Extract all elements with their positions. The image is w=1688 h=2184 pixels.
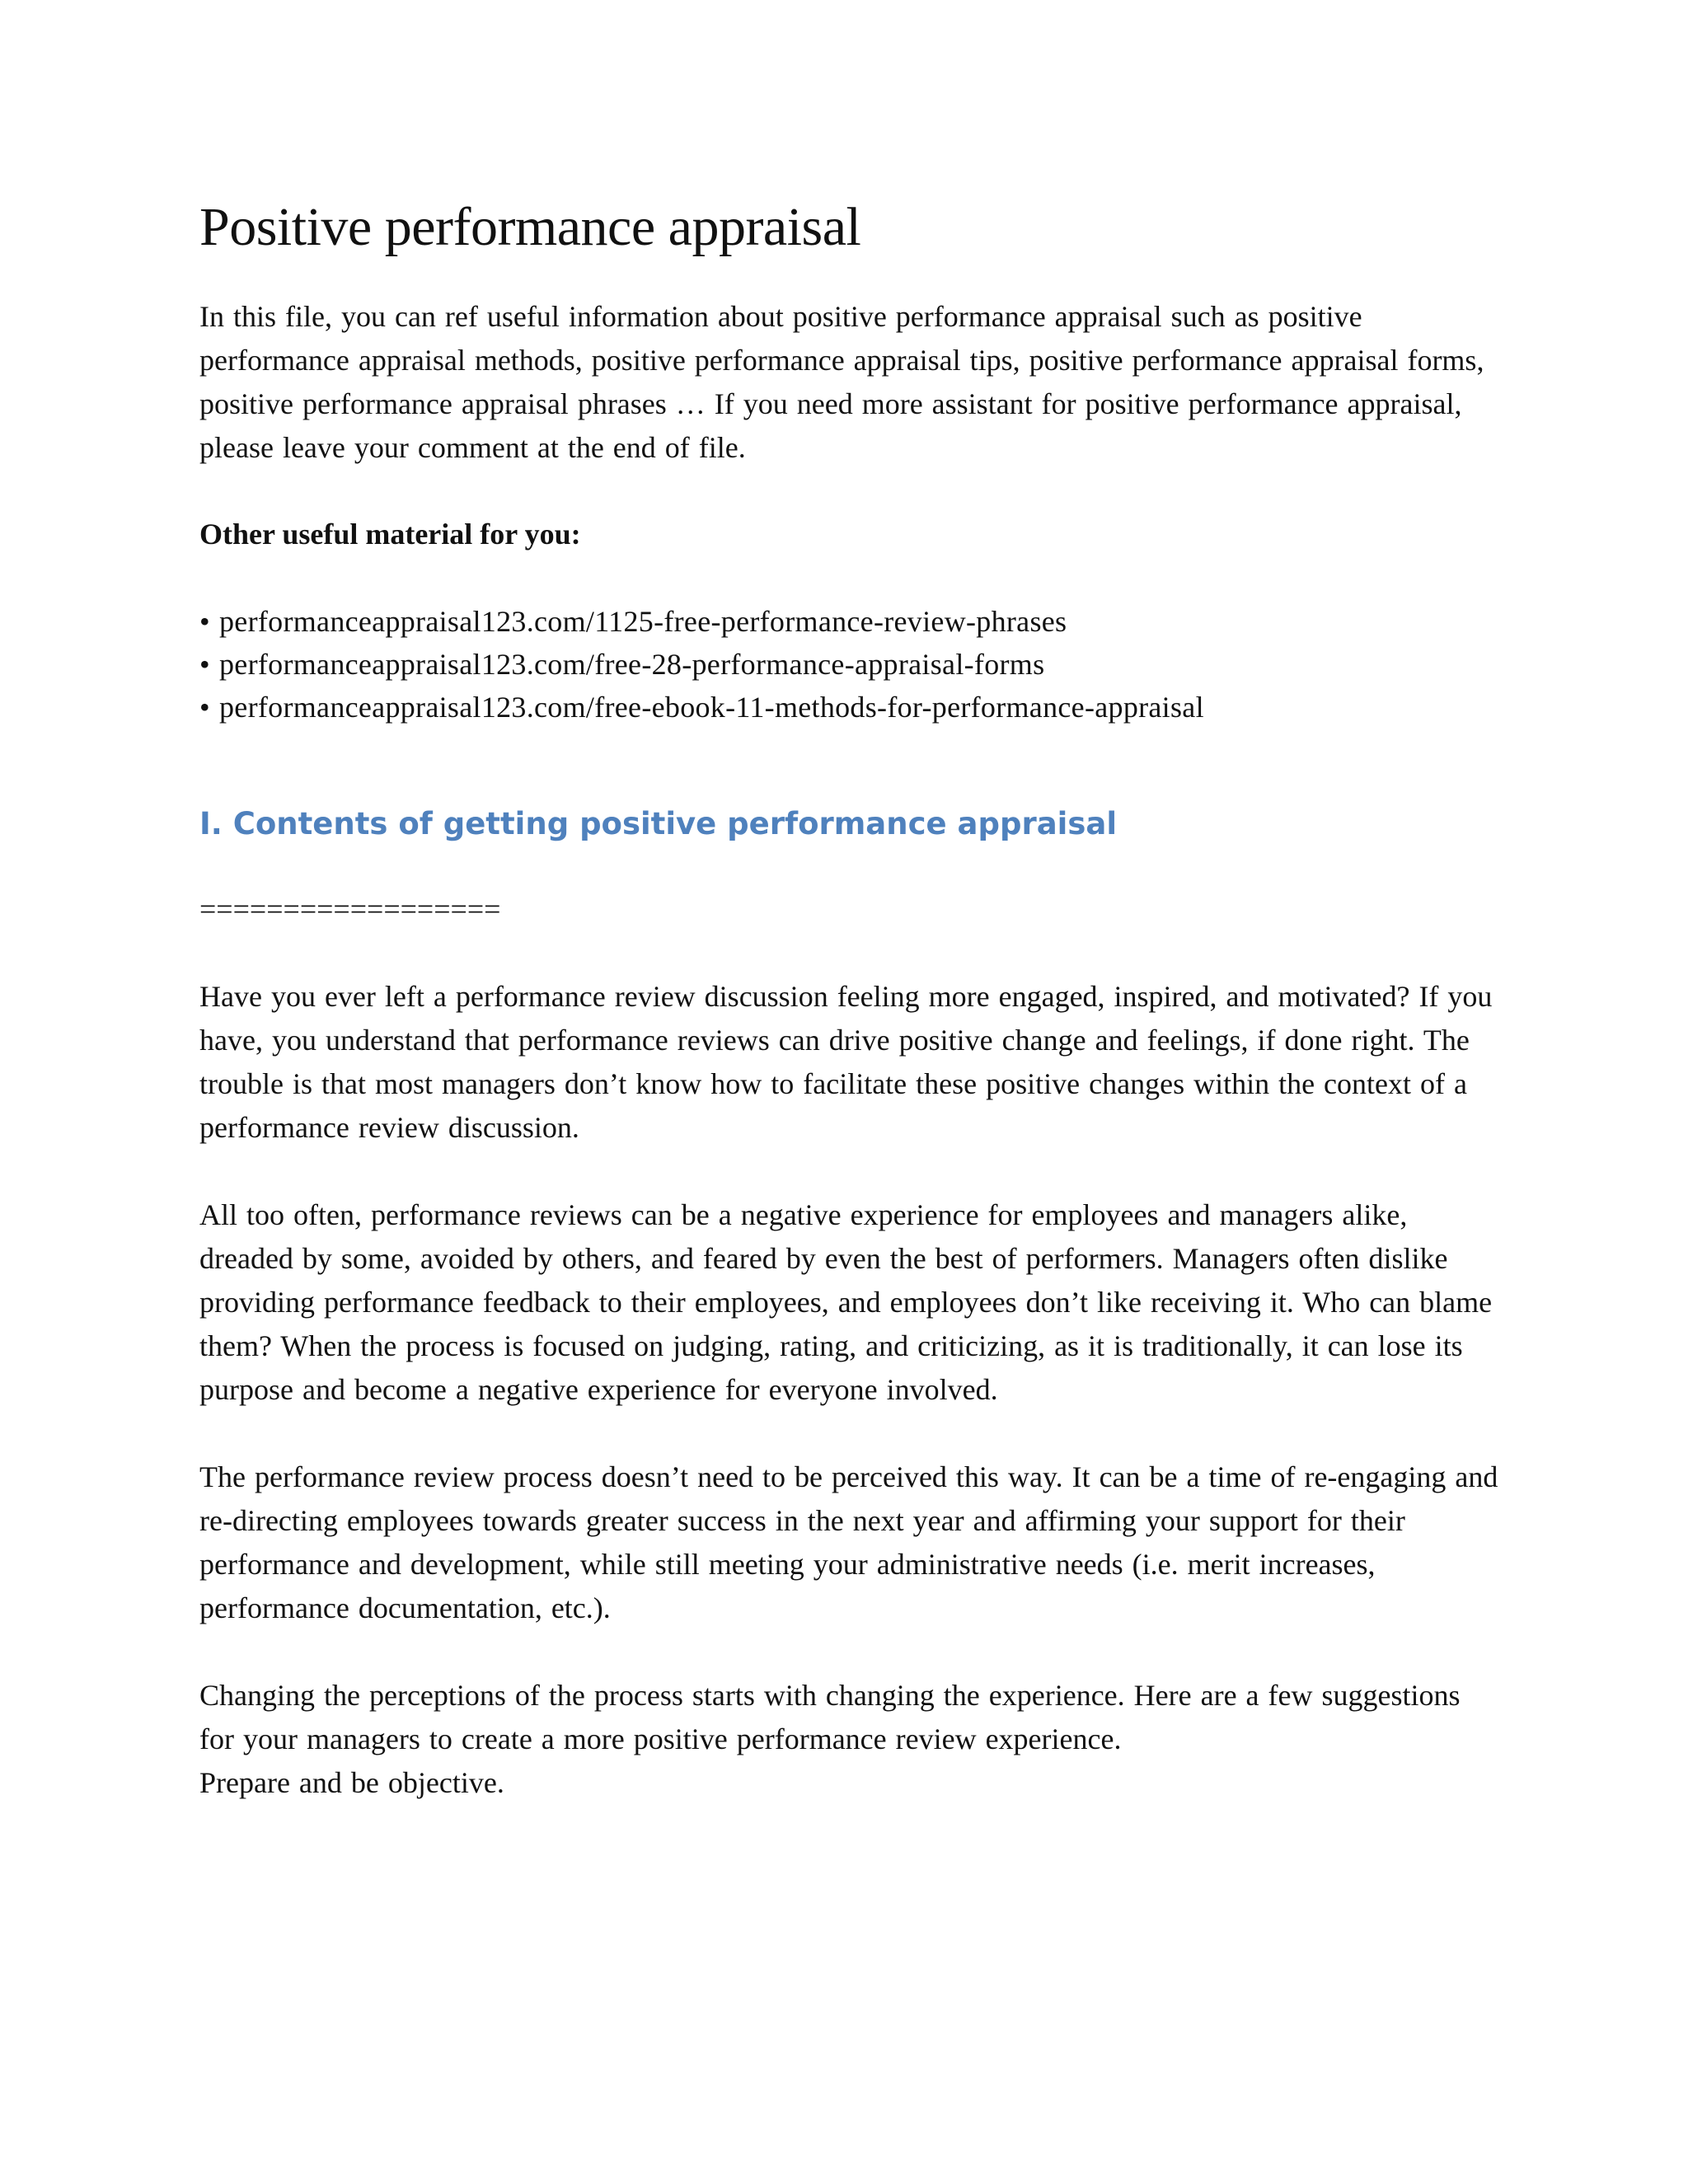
intro-paragraph: In this file, you can ref useful information about positive performance appraisal such as positive performance appraisal methods, positive performance appraisal tips, positive performance appraisal forms, positive performance appraisal phrases … If you need more assistant for positive performance appraisal, please leave your comment at the end of file. xyxy=(199,300,1484,464)
body-paragraph: Prepare and be objective. xyxy=(199,1766,504,1799)
useful-link[interactable]: performanceappraisal123.com/free-ebook-11-methods-for-performance-appraisal xyxy=(219,691,1204,724)
body-paragraph: All too often, performance reviews can be a negative experience for employees and managers alike, dreaded by some, avoided by others, and feared by even the best of performers. Managers often dislike providing performance feedback to their employees, and employees don’t like receiving it. Who can blame them? When the process is focused on judging, rating, and criticizing, as it is traditionally, it can lose its purpose and become a negative experience for everyone involved. xyxy=(199,1198,1493,1406)
useful-link[interactable]: performanceappraisal123.com/free-28-performance-appraisal-forms xyxy=(219,648,1045,681)
useful-link[interactable]: performanceappraisal123.com/1125-free-performance-review-phrases xyxy=(219,605,1067,638)
section-heading: I. Contents of getting positive performance appraisal xyxy=(199,806,1118,841)
body-paragraph: Changing the perceptions of the process starts with changing the experience. Here are a few suggestions for your managers to create a more positive performance review experience. xyxy=(199,1679,1461,1755)
list-item xyxy=(199,686,1502,729)
text-divider: ================== xyxy=(199,893,501,926)
list-item xyxy=(199,600,1502,643)
list-item xyxy=(199,643,1502,686)
page-title: Positive performance appraisal xyxy=(199,197,861,257)
bullet-icon: • xyxy=(199,648,210,681)
useful-links-list xyxy=(199,600,1502,729)
bullet-icon: • xyxy=(199,691,210,724)
other-material-heading: Other useful material for you: xyxy=(199,518,581,551)
bullet-icon: • xyxy=(199,605,210,638)
body-paragraph: The performance review process doesn’t need to be perceived this way. It can be a time of re-engaging and re-directing employees towards greater success in the next year and affirming your support for their performance and development, while still meeting your administrative needs (i.e. merit increases, performance documentation, etc.). xyxy=(199,1460,1498,1624)
body-paragraph: Have you ever left a performance review discussion feeling more engaged, inspired, and motivated? If you have, you understand that performance reviews can drive positive change and feelings, if done right. The trouble is that most managers don’t know how to facilitate these positive changes within the context of a performance review discussion. xyxy=(199,980,1493,1144)
document-content xyxy=(199,194,1502,1805)
